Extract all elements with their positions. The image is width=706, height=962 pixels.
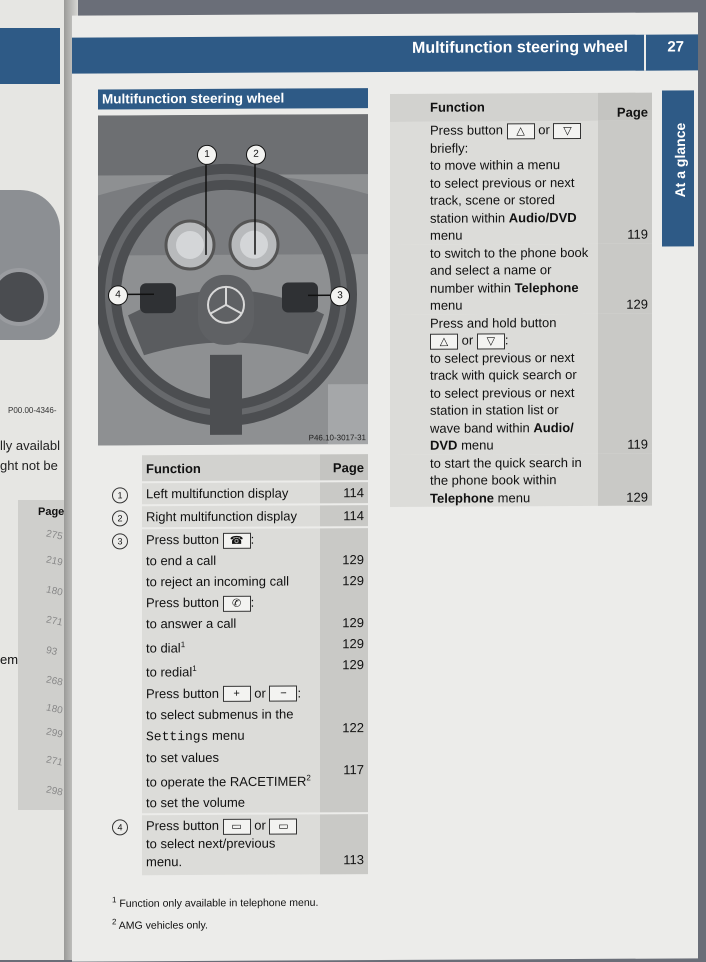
row-number-3: 3: [112, 533, 128, 549]
row-text: Left multifunction display: [142, 481, 320, 505]
row-text: Right multifunction display: [142, 504, 320, 528]
side-tab-label: At a glance: [672, 127, 688, 197]
up-button-icon: △: [507, 123, 535, 139]
up-button-icon: △: [430, 333, 458, 349]
column-header-function: Function: [390, 93, 598, 122]
previous-page-header-band: [0, 28, 60, 84]
page-ref: 114: [320, 481, 368, 504]
callout-leader-lines: [98, 114, 368, 445]
section-title: Multifunction steering wheel: [98, 88, 368, 109]
previous-page-number: 219: [45, 554, 64, 568]
next-display-button-icon: ▭: [269, 818, 297, 834]
table-row: 4 Press button ▭ or ▭ to select next/previous menu. 113: [98, 813, 368, 875]
previous-page-column-header: Page: [38, 506, 64, 518]
previous-page-number: 180: [45, 702, 64, 716]
column-header-page: Page: [598, 93, 652, 121]
function-table-right: [390, 93, 652, 507]
page-header-title: Multifunction steering wheel: [412, 39, 628, 58]
footnote: $^2$ AMG vehicles only.: [112, 912, 318, 935]
previous-page-number: 93: [45, 645, 58, 658]
footnote: $^1$ Function only available in telephone menu.: [112, 890, 318, 913]
footnotes: [112, 890, 318, 934]
previous-page-number: 275: [45, 528, 64, 542]
header-divider: [644, 35, 646, 71]
minus-button-icon: −: [269, 686, 297, 702]
page-number: 27: [667, 38, 684, 55]
table-row: Press button △ or ▽ briefly: to move within a menu to select previous or next track, scene or stored station within Audio/DVD menu 119: [390, 121, 652, 245]
answer-call-button-icon: ✆: [223, 595, 251, 611]
callout-3: 3: [330, 286, 350, 306]
previous-page-number: 271: [45, 614, 64, 628]
table-row: to switch to the phone book and select a name or number within Telephone menu 129: [390, 243, 652, 314]
previous-page-number: 299: [45, 726, 64, 740]
photo-code: P46.10-3017-31: [309, 433, 366, 442]
table-row: [98, 481, 368, 505]
previous-page-text: ght not be: [0, 458, 58, 473]
row-number-1: 1: [112, 487, 128, 503]
table-row: [98, 504, 368, 528]
callout-2: 2: [246, 145, 266, 165]
function-table-left: [98, 454, 368, 875]
page-ref: 114: [320, 504, 368, 527]
row-number-2: 2: [112, 510, 128, 526]
table-header-row: [390, 93, 652, 122]
table-row: Press and hold button △ or ▽ : to select previous or next track with quick search or to select previous or next station in station list or wave band within Audio/ DVD menu 119: [390, 313, 652, 454]
table-row: 3 Press button ☎ : to end a call to reject an incoming call Press button ✆ : to answer a call to dial$^1$ to redial$^1$ Press button + or − : to select submenus in the Settings menu to set values to operate the RACETIMER$^2$ to set the volume 129 129 129 129 129 122 117: [98, 527, 368, 814]
previous-page-text: lly availabl: [0, 438, 60, 453]
page-ref: 113: [320, 813, 368, 874]
previous-page-number: 298: [45, 784, 64, 798]
plus-button-icon: +: [223, 686, 251, 702]
previous-page-edge: [0, 0, 72, 960]
row-number-4: 4: [112, 819, 128, 835]
previous-page-image-code: P00.00-4346-: [8, 406, 56, 415]
previous-page-number: 180: [45, 584, 64, 598]
end-call-button-icon: ☎: [223, 532, 251, 548]
column-header-function: Function: [142, 454, 320, 482]
manual-page: [72, 12, 698, 961]
previous-page-number: 268: [45, 674, 64, 688]
down-button-icon: ▽: [553, 123, 581, 139]
callout-1: 1: [197, 145, 217, 165]
callout-4: 4: [108, 285, 128, 305]
table-row: to start the quick search in the phone book within Telephone menu 129: [390, 453, 652, 507]
previous-page-text: em: [0, 652, 18, 667]
previous-page-number: 271: [45, 754, 64, 768]
steering-wheel-photo: [98, 114, 368, 445]
column-header-page: Page: [320, 454, 368, 481]
table-header-row: [98, 454, 368, 482]
previous-display-button-icon: ▭: [223, 818, 251, 834]
down-button-icon: ▽: [477, 333, 505, 349]
